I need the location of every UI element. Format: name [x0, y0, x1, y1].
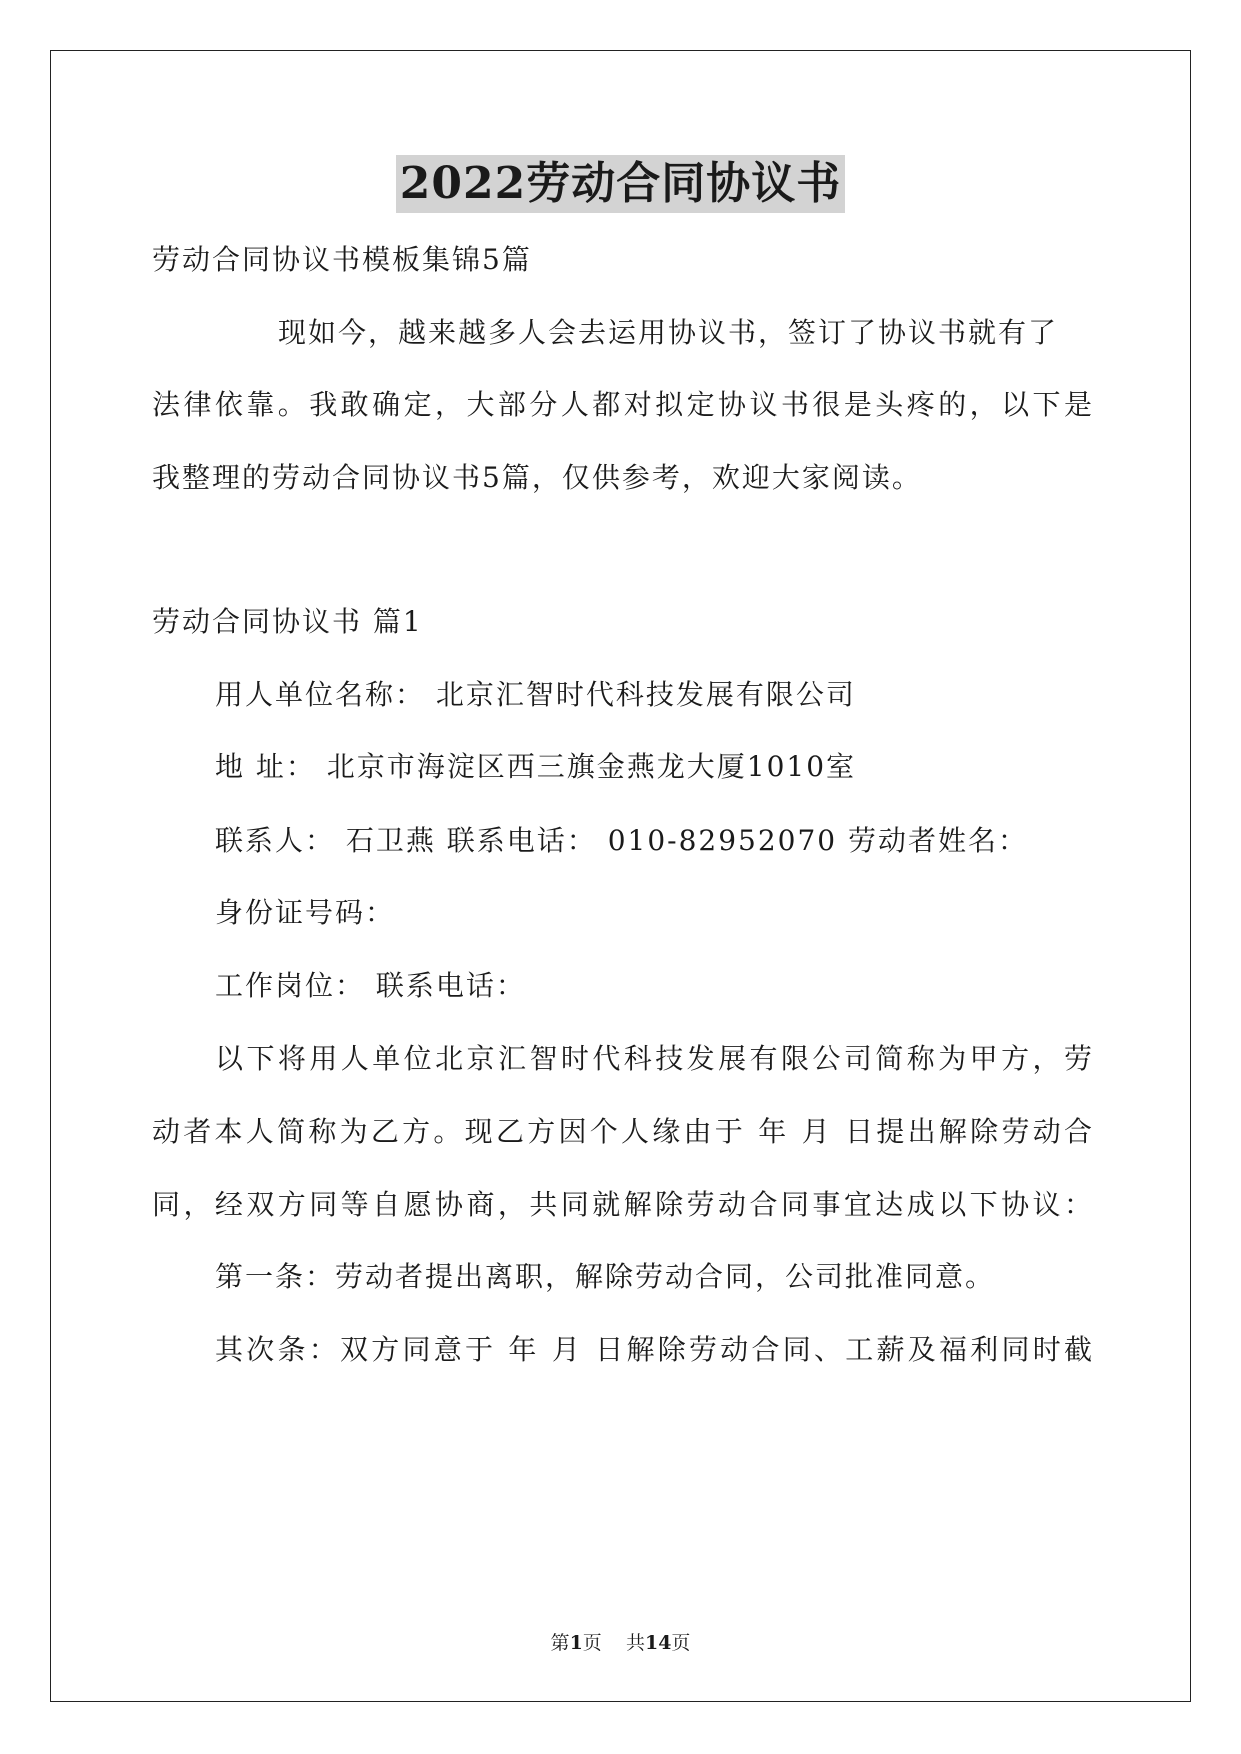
article-1: 第一条：劳动者提出离职，解除劳动合同，公司批准同意。 — [215, 1260, 996, 1293]
footer-page-total: 14 — [644, 1632, 672, 1654]
section-heading: 劳动合同协议书 篇1 — [152, 605, 423, 638]
document-title: 2022劳动合同协议书 — [396, 155, 845, 213]
body-line-3: 同，经双方同等自愿协商，共同就解除劳动合同事宜达成以下协议： — [152, 1188, 1092, 1221]
page-footer — [0, 1630, 1241, 1656]
body-line-1: 以下将用人单位北京汇智时代科技发展有限公司简称为甲方，劳 — [215, 1042, 1092, 1075]
article-2: 其次条：双方同意于 年 月 日解除劳动合同、工薪及福利同时截 — [215, 1333, 1092, 1366]
intro-line-2: 法律依靠。我敢确定，大部分人都对拟定协议书很是头疼的，以下是 — [152, 388, 1092, 421]
intro-line-1: 现如今，越来越多人会去运用协议书，签订了协议书就有了 — [278, 316, 1059, 349]
body-line-2: 动者本人简称为乙方。现乙方因个人缘由于 年 月 日提出解除劳动合 — [152, 1115, 1092, 1148]
footer-page-number: 1 — [569, 1632, 583, 1654]
employer-field: 用人单位名称： 北京汇智时代科技发展有限公司 — [215, 678, 856, 711]
intro-line-3: 我整理的劳动合同协议书5篇，仅供参考，欢迎大家阅读。 — [152, 461, 922, 494]
address-field: 地 址： 北京市海淀区西三旗金燕龙大厦1010室 — [215, 750, 857, 783]
contact-field: 联系人： 石卫燕 联系电话： 010-82952070 劳动者姓名： — [215, 824, 1029, 857]
footer-prefix: 第 — [550, 1632, 570, 1654]
id-number-field: 身份证号码： — [215, 896, 396, 929]
title-wrapper — [0, 155, 1241, 213]
page-border — [50, 50, 1191, 1702]
footer-suffix: 页 — [671, 1632, 691, 1654]
position-field: 工作岗位： 联系电话： — [215, 969, 526, 1002]
document-subtitle: 劳动合同协议书模板集锦5篇 — [152, 243, 532, 276]
footer-mid: 页 共 — [582, 1632, 645, 1654]
